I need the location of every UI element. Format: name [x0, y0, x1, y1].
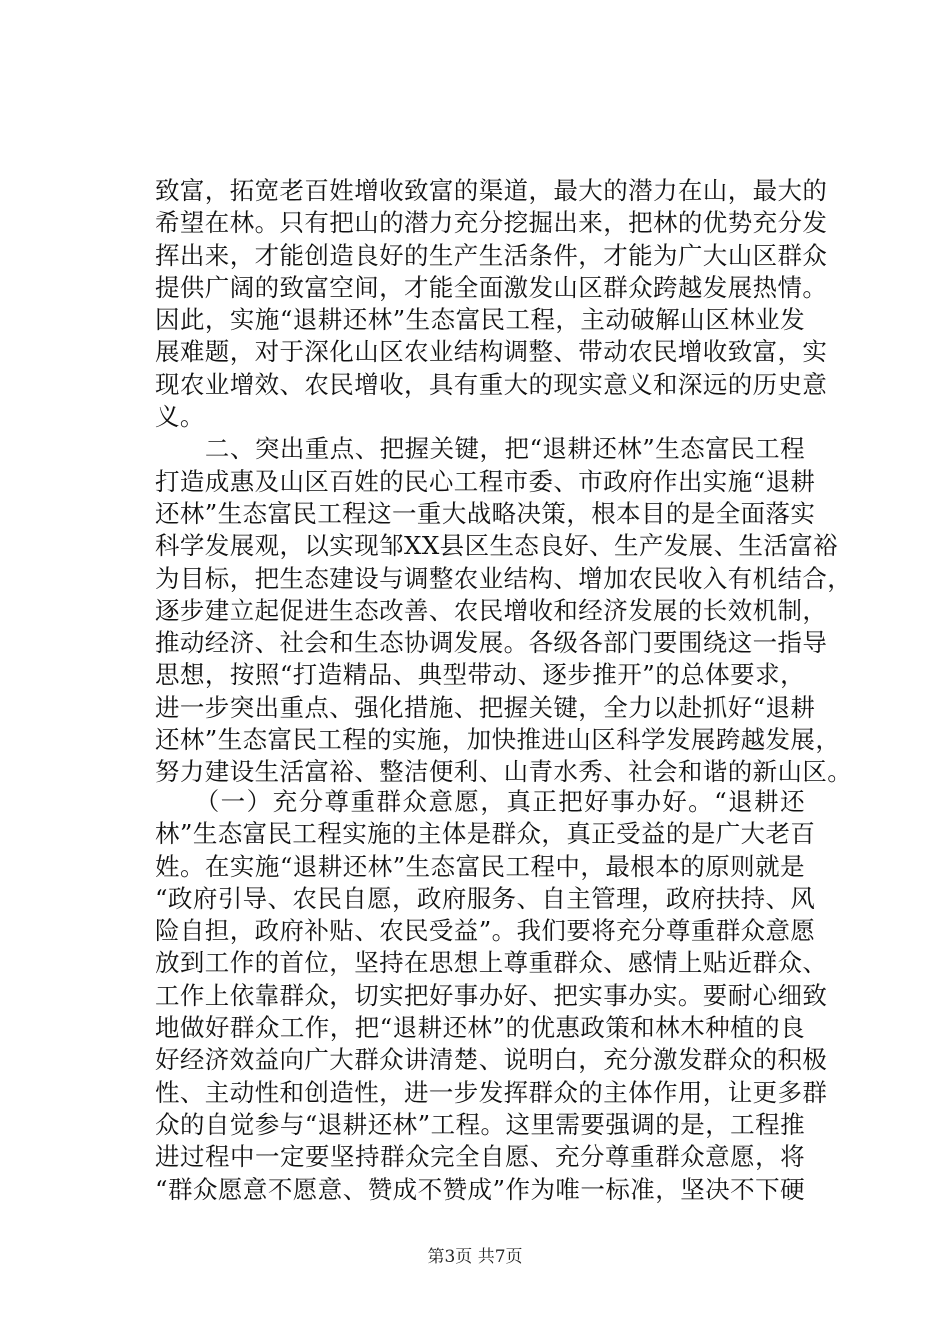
text-line: 林”生态富民工程实施的主体是群众，真正受益的是广大老百	[155, 819, 816, 849]
text-line: 希望在林。只有把山的潜力充分挖掘出来，把林的优势充分发	[155, 208, 828, 238]
text-line: 还林”生态富民工程这一重大战略决策，根本目的是全面落实	[155, 498, 816, 528]
text-block-subsection-one	[155, 786, 828, 1206]
subsection-heading-line: （一）充分尊重群众意愿，真正把好事办好。“退耕还	[155, 787, 805, 816]
text-line: 思想，按照“打造精品、典型带动、逐步推开”的总体要求，	[155, 660, 805, 690]
text-line: 进一步突出重点、强化措施、把握关键，全力以赴抓好“退耕	[155, 692, 816, 722]
text-line: 推动经济、社会和生态协调发展。各级各部门要围绕这一指导	[155, 628, 828, 658]
text-line: 因此，实施“退耕还林”生态富民工程，主动破解山区林业发	[155, 305, 805, 335]
page-number-footer: 第3页 共7页	[427, 1247, 523, 1267]
text-line: 地做好群众工作，把“退耕还林”的优惠政策和林木种植的良	[155, 1013, 805, 1043]
text-line: 科学发展观，以实现邹XX县区生态良好、生产发展、生活富裕	[155, 531, 839, 561]
text-line: 为目标，把生态建设与调整农业结构、增加农民收入有机结合，	[155, 563, 853, 593]
text-line: 众的自觉参与“退耕还林”工程。这里需要强调的是，工程推	[155, 1109, 805, 1139]
text-line: 展难题，对于深化山区农业结构调整、带动农民增收致富，实	[155, 337, 828, 367]
text-block-continuation-and-section-two	[155, 175, 853, 789]
text-line: 放到工作的首位，坚持在思想上尊重群众、感情上贴近群众、	[155, 948, 828, 978]
text-line: 义。	[155, 402, 205, 432]
text-line: 努力建设生活富裕、整洁便利、山青水秀、社会和谐的新山区。	[155, 757, 853, 787]
text-line: 进过程中一定要坚持群众完全自愿、充分尊重群众意愿，将	[155, 1142, 805, 1172]
text-line: “群众愿意不愿意、赞成不赞成”作为唯一标准，坚决不下硬	[155, 1174, 805, 1204]
text-line: 致富，拓宽老百姓增收致富的渠道，最大的潜力在山，最大的	[155, 176, 828, 205]
text-line: 性、主动性和创造性，进一步发挥群众的主体作用，让更多群	[155, 1077, 828, 1107]
text-line: “政府引导、农民自愿，政府服务、自主管理，政府扶持、风	[155, 883, 816, 913]
text-line: 提供广阔的致富空间，才能全面激发山区群众跨越发展热情。	[155, 272, 828, 302]
text-line: 还林”生态富民工程的实施，加快推进山区科学发展跨越发展，	[155, 725, 841, 755]
text-line: 好经济效益向广大群众讲清楚、说明白，充分激发群众的积极	[155, 1045, 828, 1075]
text-line: 工作上依靠群众，切实把好事办好、把实事办实。要耐心细致	[155, 980, 828, 1010]
text-line: 险自担，政府补贴、农民受益”。我们要将充分尊重群众意愿	[155, 916, 816, 946]
text-line: 现农业增效、农民增收，具有重大的现实意义和深远的历史意	[155, 369, 828, 399]
text-line: 打造成惠及山区百姓的民心工程市委、市政府作出实施“退耕	[155, 466, 816, 496]
text-line: 姓。在实施“退耕还林”生态富民工程中，最根本的原则就是	[155, 851, 805, 881]
text-line: 逐步建立起促进生态改善、农民增收和经济发展的长效机制，	[155, 595, 828, 625]
text-line: 挥出来，才能创造良好的生产生活条件，才能为广大山区群众	[155, 240, 828, 270]
section-heading-line: 二、突出重点、把握关键，把“退耕还林”生态富民工程	[155, 434, 805, 464]
